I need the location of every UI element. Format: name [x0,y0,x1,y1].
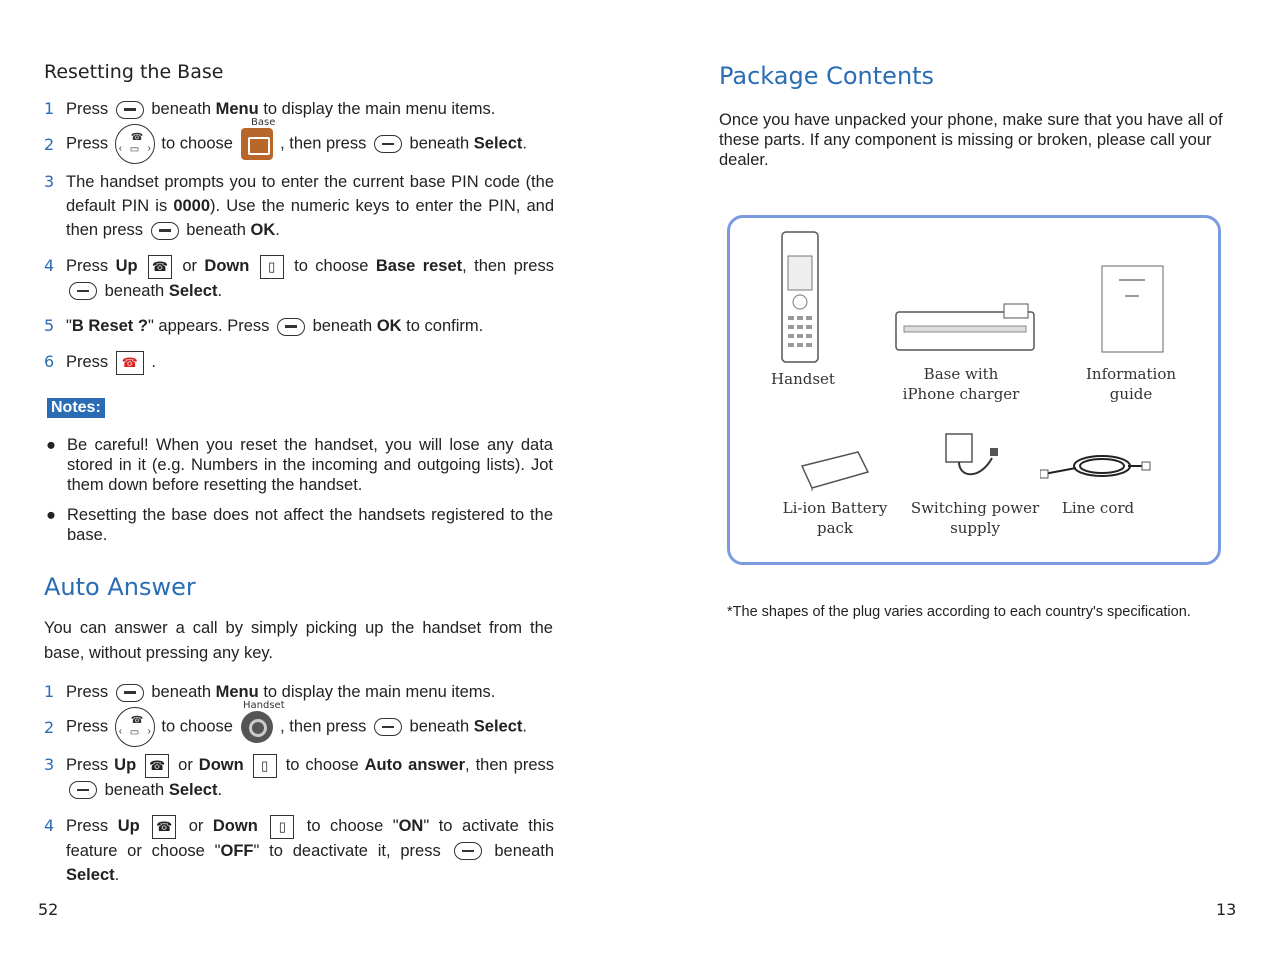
softkey-icon [374,718,402,736]
step-bold: ON [398,817,424,835]
reset-step-5 [44,314,554,338]
step-text: or [182,257,198,275]
step-text: to choose [285,756,359,774]
label-line: Li-ion Battery [782,499,888,517]
label-battery [776,498,894,538]
softkey-icon [374,135,402,153]
down-key-icon: ▯ [260,255,284,279]
step-bold: OK [376,317,402,335]
softkey-icon [116,101,144,119]
auto-step-1 [44,680,554,704]
step-bold: Base reset [375,257,463,275]
step-number: 4 [44,816,55,835]
up-key-icon: ☎ [148,255,172,279]
label-line: iPhone charger [902,385,1020,403]
step-text: beneath [312,317,373,335]
handset-icon-label: Handset [243,700,285,711]
bullet-icon: ● [46,506,56,524]
step-text: or [188,817,204,835]
package-intro: Once you have unpacked your phone, make sure that you have all of these parts. If any component is missing or broken, please call your dealer. [719,111,1223,169]
softkey-icon [69,282,97,300]
up-key-icon: ☎ [145,754,169,778]
step-text: , then press [280,717,367,736]
section-title-package-contents: Package Contents [719,62,935,90]
label-line: supply [950,519,1000,537]
label-line-cord: Line cord [1061,499,1135,517]
step-bold: Menu [215,683,259,701]
navigation-key-icon: ☎ ‹ › ▭ [115,124,155,164]
page-number-left: 52 [38,900,59,919]
step-text: Press [66,683,109,701]
label-line: guide [1109,385,1153,403]
step-bold: Up [114,756,137,774]
reset-step-6 [44,350,554,375]
auto-step-4 [44,814,554,887]
base-icon-label: Base [251,117,276,128]
step-text: , then press [465,756,555,774]
step-text: Press [66,353,109,371]
step-text: . [522,134,527,153]
step-text: Press [66,134,109,153]
step-text: " to activate this feature or choose " [66,817,554,860]
step-text: Press [66,100,109,118]
handset-settings-icon [241,711,273,743]
step-text: . [217,780,223,799]
power-supply-illustration [940,428,1002,490]
page-number-right: 13 [1216,900,1237,919]
bullet-icon: ● [46,436,56,454]
section-title-auto-answer: Auto Answer [44,573,196,601]
down-key-icon: ▯ [253,754,277,778]
step-number: 6 [44,352,55,371]
reset-step-4 [44,254,554,303]
step-bold: Select [66,865,115,884]
step-text: . [114,865,120,884]
step-number: 1 [44,682,55,701]
auto-step-2 [44,707,554,747]
step-bold: Down [198,756,244,774]
step-number: 5 [44,316,55,335]
step-bold: Menu [215,100,259,118]
step-bold: Down [212,817,258,835]
base-menu-icon [241,128,273,160]
base-illustration [894,302,1036,354]
step-number: 1 [44,99,55,118]
step-bold: B Reset ? [71,317,148,335]
step-bold: Up [117,817,140,835]
step-bold: OFF [220,841,254,860]
step-text: beneath [409,717,470,736]
step-bold: Up [115,257,138,275]
step-text: to choose [161,134,233,153]
reset-step-1 [44,97,554,121]
step-bold: Select [473,717,523,736]
handset-illustration [780,230,820,365]
navigation-key-icon: ☎ ‹ › ▭ [115,707,155,747]
step-text: " appears. Press [147,317,270,335]
step-text: . [151,353,156,371]
step-text: Press [66,257,109,275]
step-text: to choose " [306,817,399,835]
softkey-icon [116,684,144,702]
line-cord-illustration [1040,448,1152,488]
step-text: , then press [462,257,554,275]
step-number: 2 [44,718,55,737]
step-text: beneath [186,221,246,239]
step-text: beneath [104,281,165,300]
reset-step-3 [44,170,554,242]
step-bold: 0000 [173,197,211,215]
step-text: . [275,221,280,239]
softkey-icon [277,318,305,336]
step-bold: Select [473,134,523,153]
step-text: . [522,717,527,736]
step-text: beneath [151,100,212,118]
step-number: 3 [44,755,55,774]
step-bold: OK [250,221,276,239]
step-text: Press [66,817,109,835]
label-line: Base with [923,365,999,383]
step-text: to display the main menu items. [263,683,496,701]
plug-footnote: *The shapes of the plug varies according to each country's specification. [727,604,1191,620]
softkey-icon [69,781,97,799]
label-base [890,364,1032,404]
notes-label: Notes: [47,398,105,418]
step-number: 4 [44,256,55,275]
label-line: Information [1085,365,1177,383]
step-number: 3 [44,172,55,191]
step-bold: Select [168,780,218,799]
step-text: " to deactivate it, press [253,841,441,860]
step-text: . [217,281,223,300]
step-text: or [178,756,193,774]
note-text: Be careful! When you reset the handset, you will lose any data stored in it (e.g. Numbers in the incoming and outgoing lists). Jot them down before resetting the handset. [67,436,553,494]
step-text: Press [66,756,109,774]
step-bold: Auto answer [364,756,466,774]
note-item-2 [46,505,553,545]
label-line: Switching power [910,499,1040,517]
auto-answer-intro: You can answer a call by simply picking up the handset from the base, without pressing any key. [44,619,553,662]
up-key-icon: ☎ [152,815,176,839]
step-text: The handset prompts you to enter the current base PIN code (the default PIN is [66,173,554,215]
auto-step-3 [44,753,554,802]
label-handset: Handset [771,370,835,388]
step-text: beneath [494,841,555,860]
step-text: to display the main menu items. [263,100,496,118]
step-text: to choose [161,717,233,736]
step-bold: Select [168,281,218,300]
reset-step-2 [44,124,554,164]
step-text: beneath [409,134,470,153]
step-text: Press [66,717,109,736]
step-text: beneath [104,780,165,799]
section-title-resetting-base: Resetting the Base [44,61,224,83]
label-information-guide [1072,364,1190,404]
step-text: to confirm. [406,317,484,335]
step-text: beneath [151,683,212,701]
step-text: ). Use the numeric keys to enter the PIN, and then press [66,197,554,239]
battery-illustration [798,448,872,493]
softkey-icon [454,842,482,860]
step-bold: Down [204,257,250,275]
label-line: pack [816,519,854,537]
information-guide-illustration [1101,265,1165,355]
label-power-supply [904,498,1046,538]
note-item-1 [46,435,553,495]
step-text: " [66,317,72,335]
down-key-icon: ▯ [270,815,294,839]
step-text: , then press [280,134,367,153]
softkey-icon [151,222,179,240]
note-text: Resetting the base does not affect the handsets registered to the base. [67,506,553,544]
end-call-icon: ☎ [116,351,144,375]
step-text: to choose [294,257,369,275]
step-number: 2 [44,135,55,154]
